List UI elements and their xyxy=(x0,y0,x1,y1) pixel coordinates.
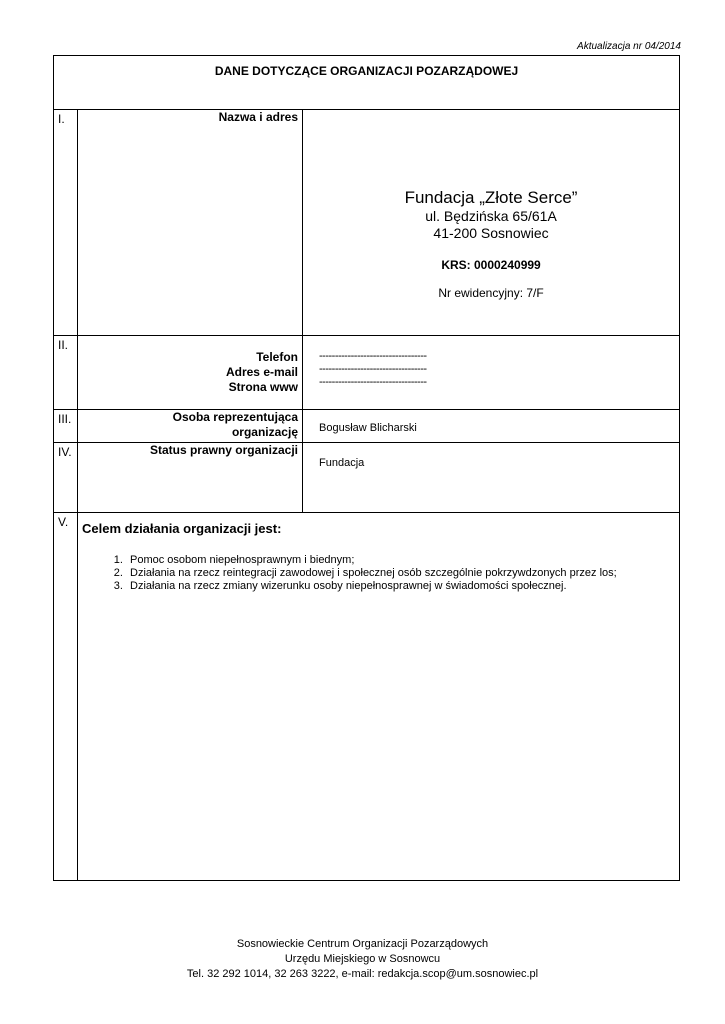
organization-street: ul. Będzińska 65/61A xyxy=(425,208,557,224)
update-note: Aktualizacja nr 04/2014 xyxy=(577,41,681,52)
email-label: Adres e-mail xyxy=(225,365,298,379)
section-number: II. xyxy=(54,336,78,410)
footer-line-1: Sosnowieckie Centrum Organizacji Pozarządowych xyxy=(236,938,489,950)
goals-list xyxy=(82,554,679,593)
contact-values xyxy=(303,336,680,410)
phone-label: Telefon xyxy=(256,350,298,364)
legal-status-label: Status prawny organizacji xyxy=(78,443,303,513)
goals-cell xyxy=(78,513,680,881)
organization-city: 41-200 Sosnowiec xyxy=(433,225,549,241)
email-value: ---------------------------------- xyxy=(319,363,427,375)
footer-contact: Tel. 32 292 1014, 32 263 3222, e-mail: redakcja.scop@um.sosnowiec.pl xyxy=(186,968,539,980)
representative-label-line1: Osoba reprezentująca xyxy=(172,410,298,424)
contact-labels xyxy=(78,336,303,410)
phone-value: ---------------------------------- xyxy=(319,350,427,362)
section-number: V. xyxy=(54,513,78,881)
footer-line-2: Urzędu Miejskiego w Sosnowcu xyxy=(284,953,441,965)
representative-label-line2: organizację xyxy=(231,425,298,439)
footer xyxy=(0,937,725,982)
organization-krs: KRS: 0000240999 xyxy=(441,258,541,272)
name-address-label: Nazwa i adres xyxy=(78,110,303,336)
section-number: IV. xyxy=(54,443,78,513)
form-header: DANE DOTYCZĄCE ORGANIZACJI POZARZĄDOWEJ xyxy=(54,56,680,110)
goal-item: 1. Pomoc osobom niepełnosprawnym i biednym; xyxy=(126,554,679,567)
name-address-value xyxy=(303,110,680,336)
organization-data-table xyxy=(53,55,680,881)
organization-name: Fundacja „Złote Serce” xyxy=(404,188,578,207)
goals-title: Celem działania organizacji jest: xyxy=(82,521,282,536)
section-number: I. xyxy=(54,110,78,336)
website-label: Strona www xyxy=(228,380,298,394)
organization-registry-number: Nr ewidencyjny: 7/F xyxy=(438,286,544,300)
legal-status-value: Fundacja xyxy=(303,443,680,513)
goal-item: 2. Działania na rzecz reintegracji zawodowej i społecznej osób szczególnie pokrzywdzonych przez los; xyxy=(126,567,679,580)
representative-label xyxy=(78,410,303,443)
section-number: III. xyxy=(54,410,78,443)
goal-item: 3. Działania na rzecz zmiany wizerunku osoby niepełnosprawnej w świadomości społecznej. xyxy=(126,580,679,593)
website-value: ---------------------------------- xyxy=(319,376,427,388)
representative-value: Bogusław Blicharski xyxy=(303,410,680,443)
